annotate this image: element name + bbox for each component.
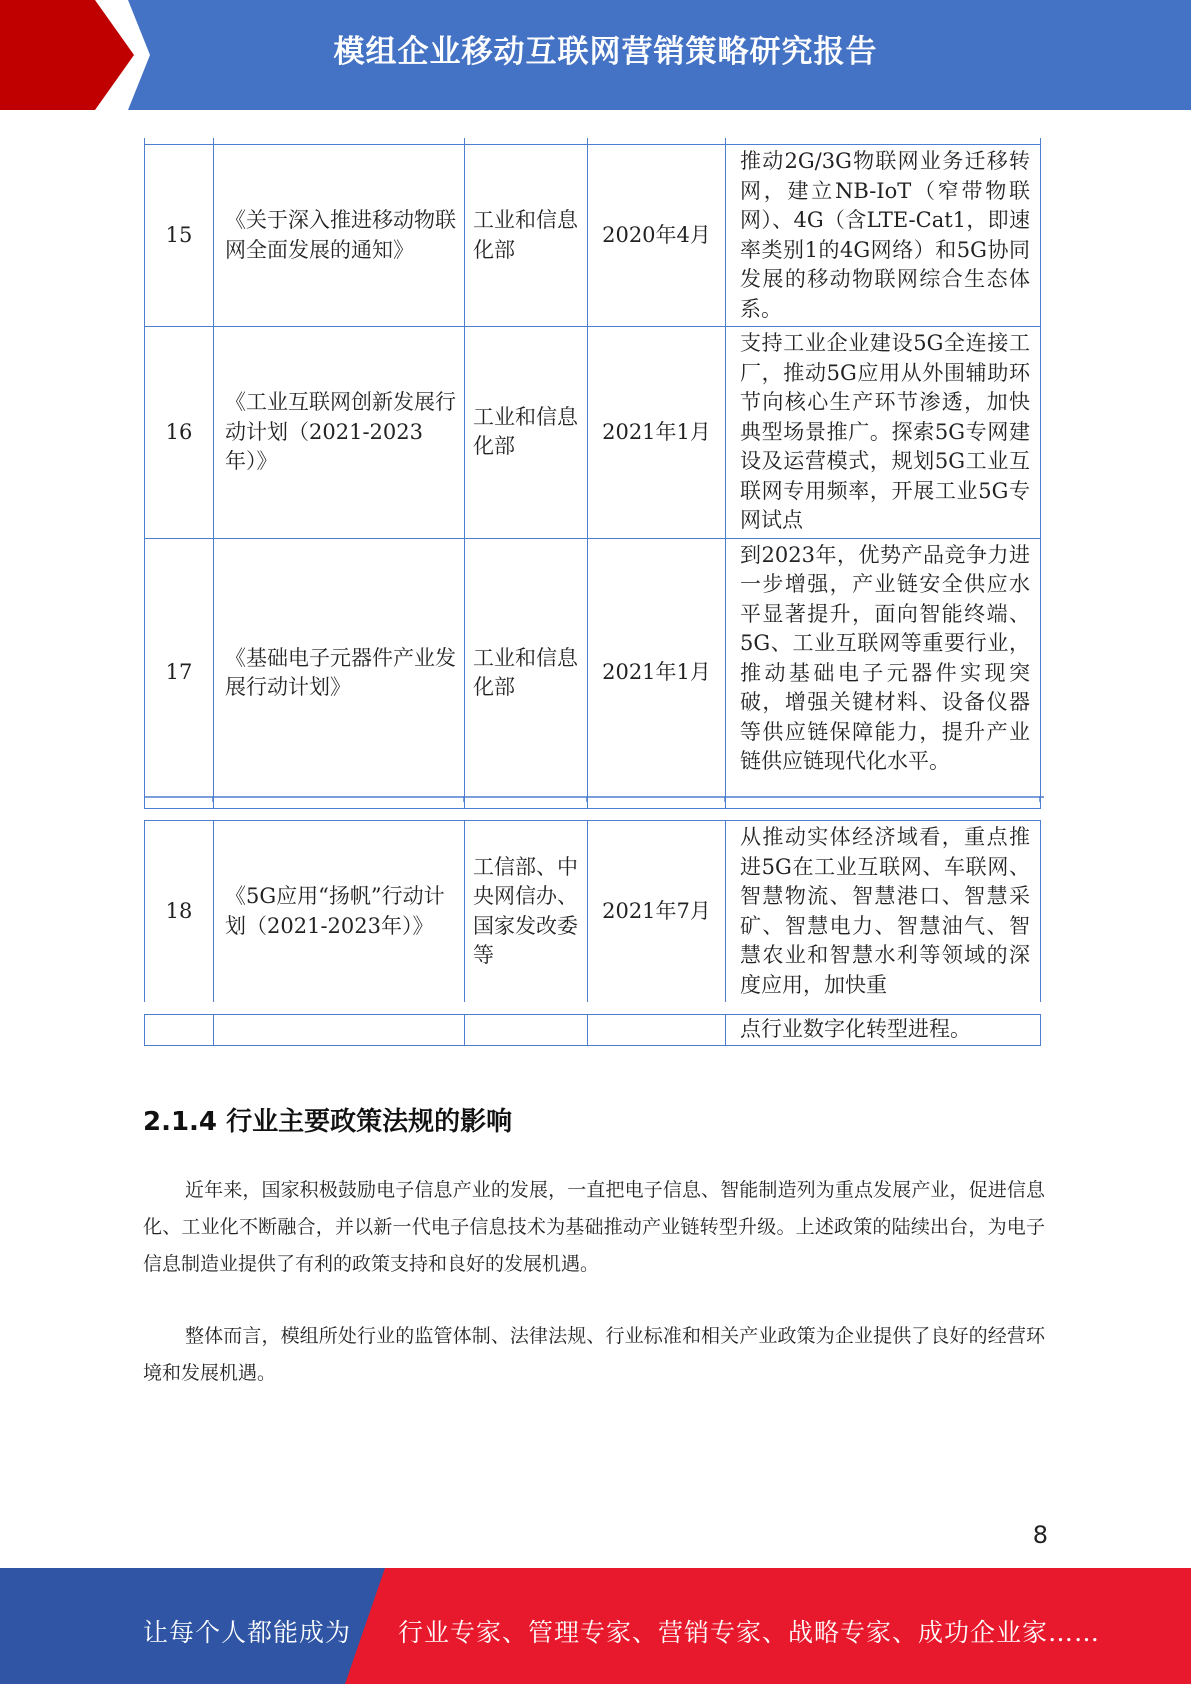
empty-cell bbox=[465, 1015, 588, 1046]
row-number: 15 bbox=[145, 145, 214, 327]
body-paragraph: 整体而言，模组所处行业的监管体制、法律法规、行业标准和相关产业政策为企业提供了良好的经营环境和发展机遇。 bbox=[143, 1325, 1045, 1384]
row-number: 17 bbox=[145, 538, 214, 808]
policy-title: 《关于深入推进移动物联网全面发展的通知》 bbox=[214, 145, 465, 327]
table-splice-mark bbox=[144, 796, 1044, 802]
body-paragraph: 近年来，国家积极鼓励电子信息产业的发展，一直把电子信息、智能制造列为重点发展产业，促进信息化、工业化不断融合，并以新一代电子信息技术为基础推动产业链转型升级。上述政策的陆续出台，为电子信息制造业提供了有利的政策支持和良好的发展机遇。 bbox=[143, 1179, 1045, 1275]
policy-content: 到2023年，优势产品竞争力进一步增强，产业链安全供应水平显著提升，面向智能终端、5G、工业互联网等重要行业，推动基础电子元器件实现突破，增强关键材料、设备仪器等供应链保障能力，提升产业链供应链现代化水平。 bbox=[726, 538, 1041, 808]
policy-title: 《基础电子元器件产业发展行动计划》 bbox=[214, 538, 465, 808]
footer-slogan-lead: 让每个人都能成为 bbox=[143, 1618, 352, 1647]
issuing-agency: 工信部、中央网信办、国家发改委等 bbox=[465, 821, 588, 1003]
page-number: 8 bbox=[1032, 1521, 1048, 1549]
empty-cell bbox=[145, 1015, 214, 1046]
issue-date: 2021年1月 bbox=[588, 327, 726, 539]
section-heading: 2.1.4 行业主要政策法规的影响 bbox=[143, 1107, 513, 1137]
report-footer bbox=[0, 1568, 1191, 1684]
table-row bbox=[145, 538, 1041, 808]
report-header bbox=[0, 0, 1191, 110]
issuing-agency: 工业和信息化部 bbox=[465, 145, 588, 327]
policy-table-part-1 bbox=[144, 138, 1041, 809]
issue-date: 2020年4月 bbox=[588, 145, 726, 327]
policy-table-part-3 bbox=[144, 1014, 1041, 1046]
policy-content: 从推动实体经济域看，重点推进5G在工业互联网、车联网、智慧物流、智慧港口、智慧采矿、智慧电力、智慧油气、智慧农业和智慧水利等领域的深度应用，加快重 bbox=[726, 821, 1041, 1003]
policy-title: 《5G应用“扬帆”行动计划（2021-2023年）》 bbox=[214, 821, 465, 1003]
policy-content-continued: 点行业数字化转型进程。 bbox=[726, 1015, 1041, 1046]
policy-content: 支持工业企业建设5G全连接工厂，推动5G应用从外围辅助环节向核心生产环节渗透，加快典型场景推广。探索5G专网建设及运营模式，规划5G工业互联网专用频率，开展工业5G专网试点 bbox=[726, 327, 1041, 539]
table-row bbox=[145, 1015, 1041, 1046]
issue-date: 2021年1月 bbox=[588, 538, 726, 808]
table-row bbox=[145, 821, 1041, 1003]
footer-slogan-tail: 行业专家、管理专家、营销专家、战略专家、成功企业家…… bbox=[398, 1618, 1101, 1647]
issuing-agency: 工业和信息化部 bbox=[465, 538, 588, 808]
row-number: 18 bbox=[145, 821, 214, 1003]
issue-date: 2021年7月 bbox=[588, 821, 726, 1003]
table-row bbox=[145, 145, 1041, 327]
policy-content: 推动2G/3G物联网业务迁移转网，建立NB-IoT（窄带物联网）、4G（含LTE-Cat1，即速率类别1的4G网络）和5G协同发展的移动物联网综合生态体系。 bbox=[726, 145, 1041, 327]
policy-title: 《工业互联网创新发展行动计划（2021-2023年）》 bbox=[214, 327, 465, 539]
policy-table-part-2 bbox=[144, 820, 1041, 1002]
row-number: 16 bbox=[145, 327, 214, 539]
empty-cell bbox=[588, 1015, 726, 1046]
table-row bbox=[145, 327, 1041, 539]
empty-cell bbox=[214, 1015, 465, 1046]
issuing-agency: 工业和信息化部 bbox=[465, 327, 588, 539]
report-title: 模组企业移动互联网营销策略研究报告 bbox=[333, 34, 878, 70]
